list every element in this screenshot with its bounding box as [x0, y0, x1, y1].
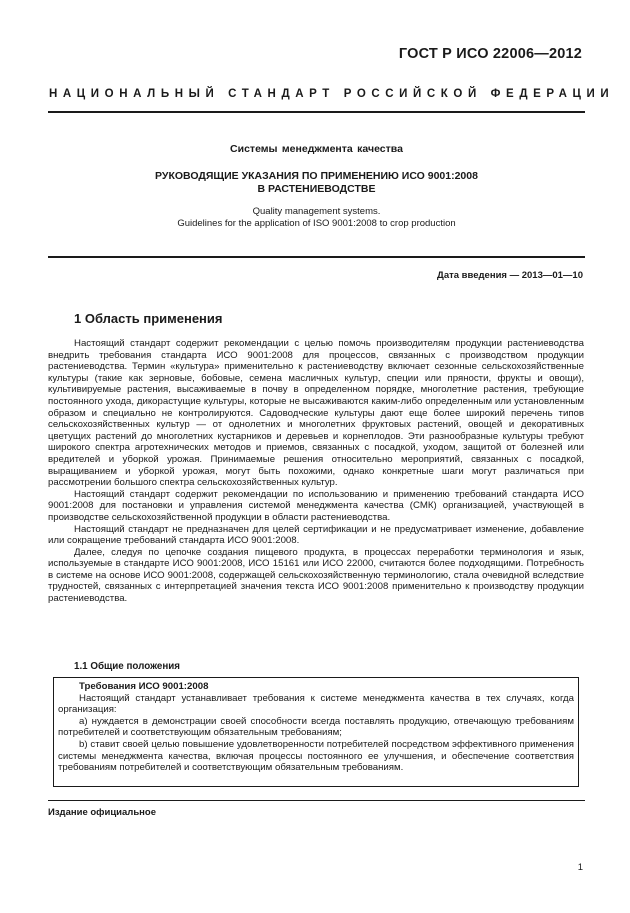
footer-rule: [48, 800, 585, 801]
system-title: Системы менеджмента качества: [230, 143, 403, 155]
introduction-date: Дата введения — 2013—01—10: [437, 270, 583, 281]
section-1-heading: 1 Область применения: [74, 311, 223, 326]
page-number: 1: [577, 862, 583, 873]
title-rule: [48, 256, 585, 258]
paragraph: а) нуждается в демонстрации своей способности всегда поставлять продукцию, отвечающую требованиям потребителей и соответствующим обязательным требованиям;: [58, 715, 574, 739]
requirements-box-title: Требования ИСО 9001:2008: [79, 681, 209, 692]
paragraph: b) ставит своей целью повышение удовлетворенности потребителей посредством эффективного применения системы менеджмента качества, включая процессы постоянного ее улучшения, и обеспечение соответствия требованиям потребителей и соответствующим обязательным требованиям.: [58, 738, 574, 774]
section-1-body: [48, 338, 584, 605]
gost-number: ГОСТ Р ИСО 22006—2012: [398, 46, 582, 62]
paragraph: Настоящий стандарт содержит рекомендации с целью помочь производителям продукции растениеводства внедрить требования стандарта ИСО 9001:2008 для процессов, связанных с производством продукции растениеводства. Термин «культура» применительно к растениеводству включает сезонные сельскохозяйственные культуры (такие как зерновые, бобовые, семена масличных культур, специи или пряности, фрукты и овощи), культивируемые растения, высаживаемые в почву в определенном порядке, многолетние растения, требующие постоянного ухода, дикорастущие культуры, которые не высаживаются каким-либо определенным или установленным образом и специально не контролируются. Садоводческие культуры дают еще более широкий перечень типов сельскохозяйственных культур — от однолетних и многолетних фруктовых растений, овощей и декоративных цветущих растений до многолетних кустарников и деревьев и корнеплодов. Эти разнообразные культуры требуют широкого спектра агротехнических методов и приемов, связанных с посадкой, уходом, защитой от болезней или вредителей и уборкой урожая. Принимаемые решения относительно мероприятий, связанных с посадкой, выращиванием и уборкой урожая, могут быть похожими, однако конкретные шаги могут различаться при рассмотрении большого спектра сельскохозяйственных культур.: [48, 338, 584, 489]
header-rule: [48, 111, 585, 113]
english-title-line1: Quality management systems.: [252, 206, 381, 217]
main-title: [48, 170, 585, 196]
requirements-box: [53, 677, 579, 787]
official-edition-label: Издание официальное: [48, 807, 156, 818]
english-title: [48, 206, 585, 229]
paragraph: Далее, следуя по цепочке создания пищевого продукта, в процессах переработки терминология и язык, используемые в стандарте ИСО 9001:2008, ИСО 15161 или ИСО 22000, считаются более подходящими. Потребность в системе на основе ИСО 9001:2008, содержащей сельскохозяйственную терминологию, стала очевидной вследствие трудностей, связанных с интерпретацией значения текста ИСО 9001:2008 применительно к производству продукции растениеводства.: [48, 546, 584, 605]
paragraph: Настоящий стандарт не предназначен для целей сертификации и не предусматривает изменение, добавление или сокращение требований стандарта ИСО 9001:2008.: [48, 523, 584, 547]
national-standard-banner: НАЦИОНАЛЬНЫЙ СТАНДАРТ РОССИЙСКОЙ ФЕДЕРАЦИИ: [49, 88, 615, 100]
english-title-line2: Guidelines for the application of ISO 9001:2008 to crop production: [177, 217, 456, 229]
section-1-1-heading: 1.1 Общие положения: [74, 661, 181, 672]
main-title-line1: РУКОВОДЯЩИЕ УКАЗАНИЯ ПО ПРИМЕНЕНИЮ ИСО 9001:2008: [155, 170, 478, 182]
paragraph: Настоящий стандарт содержит рекомендации по использованию и применению требований стандарта ИСО 9001:2008 для постановки и управления системой менеджмента качества (СМК) организацией, участвующей в производстве сельскохозяйственной продукции в области растениеводства.: [48, 488, 584, 523]
paragraph: Настоящий стандарт устанавливает требования к системе менеджмента качества в тех случаях, когда организация:: [58, 692, 574, 716]
main-title-line2: В РАСТЕНИЕВОДСТВЕ: [257, 183, 376, 195]
